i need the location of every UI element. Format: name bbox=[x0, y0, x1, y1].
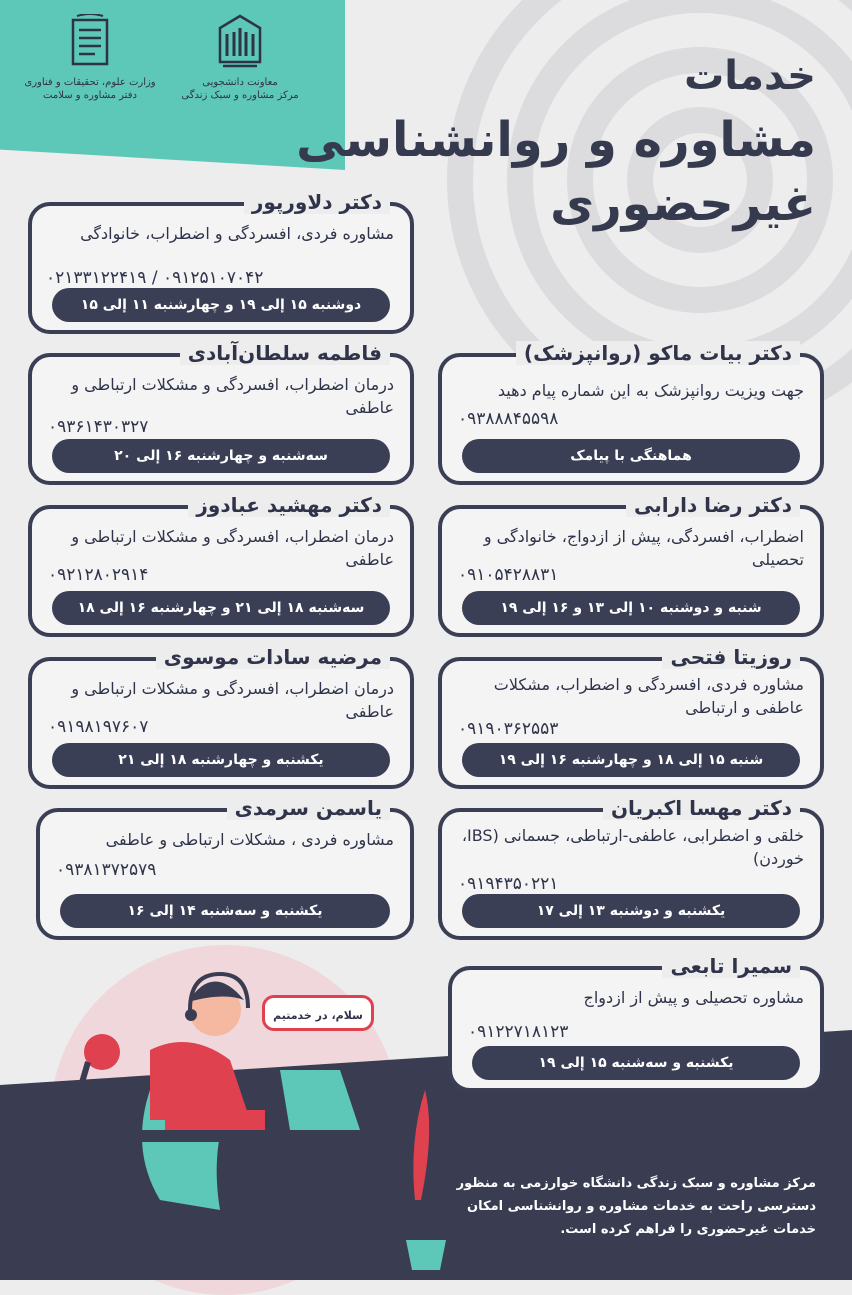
counselor-phone[interactable]: ۰۹۱۲۲۷۱۸۱۲۳ bbox=[468, 1022, 569, 1042]
counselor-description: درمان اضطراب، افسردگی و مشکلات ارتباطی و عاطفی bbox=[71, 527, 394, 569]
title-line-3: غیرحضوری bbox=[550, 176, 816, 232]
counselor-name: فاطمه سلطان‌آبادی bbox=[180, 341, 390, 365]
desk-lamp-icon bbox=[70, 1034, 120, 1135]
schedule-pill: یکشنبه و سه‌شنبه ۱۴ إلی ۱۶ bbox=[60, 894, 390, 928]
counselor-card-delavarpour bbox=[28, 190, 414, 334]
schedule-pill: سه‌شنبه ۱۸ إلی ۲۱ و چهارشنبه ۱۶ إلی ۱۸ bbox=[52, 591, 390, 625]
university-logo bbox=[170, 14, 310, 102]
counselor-phone[interactable]: ۰۹۲۱۲۸۰۲۹۱۴ bbox=[48, 565, 149, 585]
counselor-name: سمیرا تابعی bbox=[662, 954, 800, 978]
counselor-description: اضطراب، افسردگی، پیش از ازدواج، خانوادگی و تحصیلی bbox=[483, 527, 804, 569]
university-caption-1: معاونت دانشجویی bbox=[202, 77, 278, 88]
university-caption-2: مرکز مشاوره و سبک زندگی bbox=[181, 90, 299, 101]
counselor-phone[interactable]: ۰۹۳۶۱۴۳۰۳۲۷ bbox=[48, 417, 149, 437]
counselor-phone[interactable]: ۰۹۱۹۸۱۹۷۶۰۷ bbox=[48, 717, 149, 737]
counselor-phone[interactable]: ۰۹۳۸۸۸۴۵۵۹۸ bbox=[458, 409, 559, 429]
counselor-description: درمان اضطراب، افسردگی و مشکلات ارتباطی و عاطفی bbox=[71, 375, 394, 417]
footer-text: مرکز مشاوره و سبک زندگی دانشگاه خوارزمی به منظور دسترسی راحت به خدمات مشاوره و روانشناسی امکان خدمات غیرحضوری را فراهم کرده است. bbox=[456, 1176, 816, 1237]
counselor-name: دکتر دلاورپور bbox=[244, 190, 390, 214]
greeting-bubble: سلام، در خدمتیم bbox=[262, 995, 374, 1031]
counselor-description: مشاوره فردی ، مشکلات ارتباطی و عاطفی bbox=[105, 830, 394, 849]
counselor-description: خلقی و اضطرابی، عاطفی-ارتباطی، جسمانی (IBS، خوردن) bbox=[461, 826, 804, 868]
counselor-card-abadouz bbox=[28, 493, 414, 637]
counselor-card-darabi bbox=[438, 493, 824, 637]
schedule-pill: سه‌شنبه و چهارشنبه ۱۶ إلی ۲۰ bbox=[52, 439, 390, 473]
counselor-name: دکتر رضا دارابی bbox=[626, 493, 800, 517]
counselor-description: مشاوره فردی، افسردگی و اضطراب، مشکلات عاطفی و ارتباطی bbox=[493, 675, 804, 717]
counselor-name: یاسمن سرمدی bbox=[227, 796, 390, 820]
counselor-name: روزیتا فتحی bbox=[662, 645, 800, 669]
counselor-card-sarmadi bbox=[36, 796, 414, 940]
schedule-pill: یکشنبه و دوشنبه ۱۳ إلی ۱۷ bbox=[462, 894, 800, 928]
title-line-1: خدمات bbox=[684, 53, 816, 99]
counselor-phone[interactable]: ۰۹۱۰۵۴۲۸۸۳۱ bbox=[458, 565, 559, 585]
counselor-phone[interactable]: ۰۲۱۳۳۱۲۲۴۱۹ / ۰۹۱۲۵۱۰۷۰۴۲ bbox=[46, 268, 264, 288]
support-agent-illustration bbox=[30, 960, 460, 1280]
counselor-name: دکتر مهشید عبادوز bbox=[188, 493, 390, 517]
counselor-name: مرضیه سادات موسوی bbox=[156, 645, 390, 669]
schedule-pill: یکشنبه و چهارشنبه ۱۸ إلی ۲۱ bbox=[52, 743, 390, 777]
counselor-phone[interactable]: ۰۹۱۹۴۳۵۰۲۲۱ bbox=[458, 874, 559, 894]
ministry-logo bbox=[20, 14, 160, 102]
counselor-description: مشاوره فردی، افسردگی و اضطراب، خانوادگی bbox=[80, 224, 394, 243]
counselor-name: دکتر بیات ماکو (روانپزشک) bbox=[516, 341, 800, 365]
schedule-pill: شنبه ۱۵ إلی ۱۸ و چهارشنبه ۱۶ إلی ۱۹ bbox=[462, 743, 800, 777]
logos-area bbox=[20, 14, 320, 134]
counselor-card-bayatmako bbox=[438, 341, 824, 485]
ministry-emblem-icon bbox=[67, 14, 113, 72]
ministry-caption-2: دفتر مشاوره و سلامت bbox=[43, 90, 137, 101]
ministry-caption-1: وزارت علوم، تحقیقات و فناوری bbox=[24, 77, 156, 88]
schedule-pill: دوشنبه ۱۵ إلی ۱۹ و چهارشنبه ۱۱ إلی ۱۵ bbox=[52, 288, 390, 322]
university-emblem-icon bbox=[215, 14, 265, 72]
title-line-2: مشاوره و روانشناسی bbox=[296, 112, 816, 168]
counselor-description: مشاوره تحصیلی و پیش از ازدواج bbox=[583, 988, 804, 1007]
counselor-name: دکتر مهسا اکبریان bbox=[603, 796, 800, 820]
counselor-description: جهت ویزیت روانپزشک به این شماره پیام دهید bbox=[497, 381, 804, 400]
counselor-card-mousavi bbox=[28, 645, 414, 789]
counselor-description: درمان اضطراب، افسردگی و مشکلات ارتباطی و عاطفی bbox=[71, 679, 394, 721]
counselor-card-fathi bbox=[438, 645, 824, 789]
counselor-card-soltanabadi bbox=[28, 341, 414, 485]
counselor-phone[interactable]: ۰۹۳۸۱۳۷۲۵۷۹ bbox=[56, 860, 157, 880]
schedule-pill: هماهنگی با پیامک bbox=[462, 439, 800, 473]
schedule-pill: یکشنبه و سه‌شنبه ۱۵ إلی ۱۹ bbox=[472, 1046, 800, 1080]
schedule-pill: شنبه و دوشنبه ۱۰ إلی ۱۳ و ۱۶ إلی ۱۹ bbox=[462, 591, 800, 625]
counselor-card-akbarian bbox=[438, 796, 824, 940]
counselor-card-tabei bbox=[448, 954, 824, 1092]
counselor-phone[interactable]: ۰۹۱۹۰۳۶۲۵۵۳ bbox=[458, 719, 559, 739]
